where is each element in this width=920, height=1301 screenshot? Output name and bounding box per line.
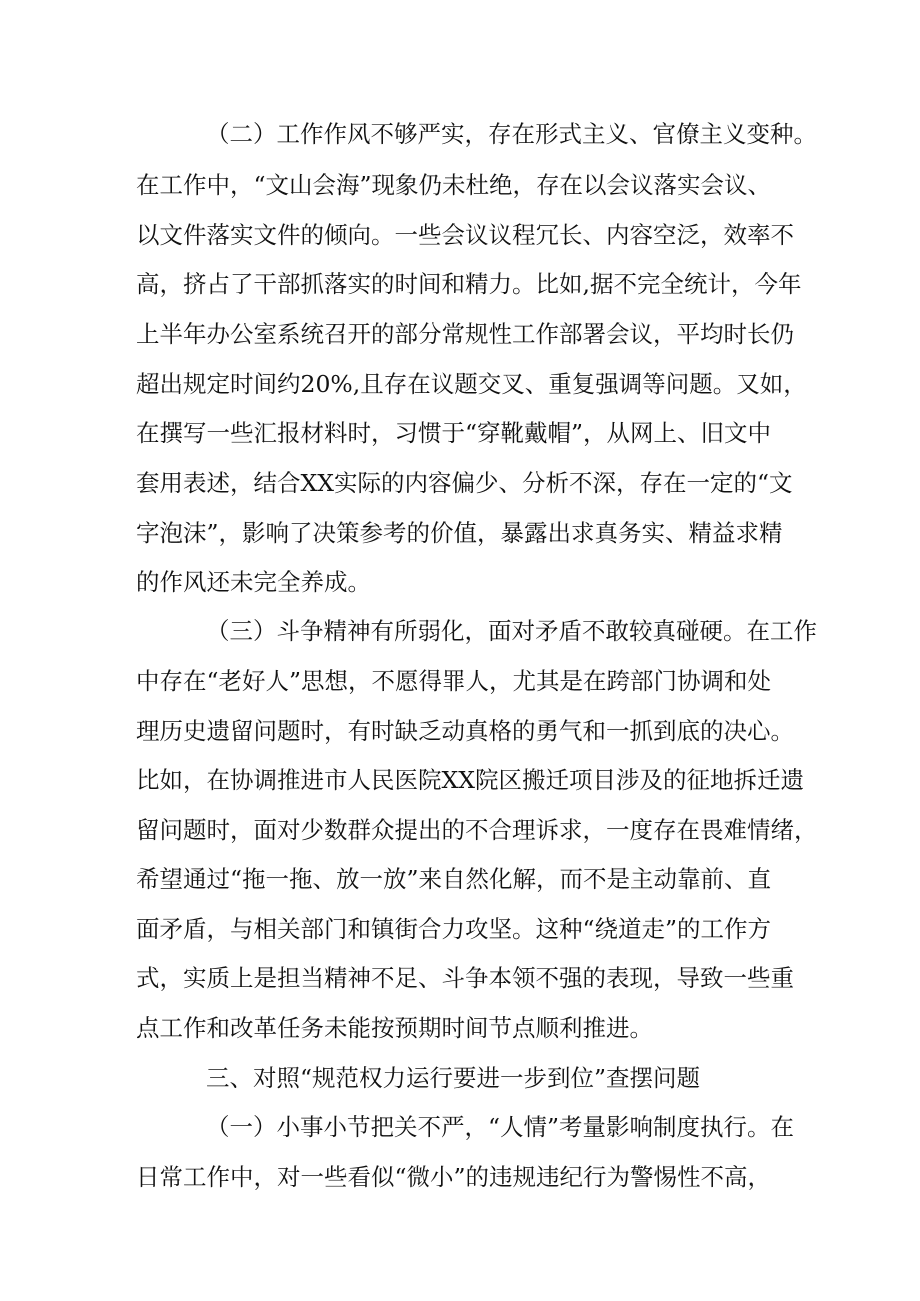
paragraph-2-line-6: 超出规定时间约20%,且存在议题交叉、重复强调等问题。又如， [136,370,807,398]
paragraph-2-line-10: 的作风还未完全养成。 [136,568,371,596]
paragraph-3-line-5: 留问题时，面对少数群众提出的不合理诉求，一度存在畏难情绪， [136,816,818,844]
paragraph-2-line-4: 高，挤占了干部抓落实的时间和精力。比如,据不完全统计，今年 [136,270,802,298]
paragraph-3-line-3: 理历史遗留问题时，有时缺乏动真格的勇气和一抓到底的决心。 [136,717,794,745]
paragraph-2-line-8: 套用表述，结合XX实际的内容偏少、分析不深，存在一定的“文 [136,469,793,497]
paragraph-3-line-8: 式，实质上是担当精神不足、斗争本领不强的表现，导致一些重 [136,964,794,992]
paragraph-3-line-7: 面矛盾，与相关部门和镇街合力攻坚。这种“绕道走”的工作方 [136,915,772,943]
paragraph-3-line-2: 中存在“老好人”思想，不愿得罪人，尤其是在跨部门协调和处 [136,667,772,695]
paragraph-3-line-6: 希望通过“拖一拖、放一放”来自然化解，而不是主动靠前、直 [136,865,772,893]
paragraph-3-line-4: 比如，在协调推进市人民医院XX院区搬迁项目涉及的征地拆迁遗 [136,766,804,794]
paragraph-2-line-1: （二）工作作风不够严实，存在形式主义、官僚主义变种。 [206,120,817,148]
paragraph-2-line-3: 以文件落实文件的倾向。一些会议议程冗长、内容空泛，效率不 [136,221,794,249]
paragraph-4-line-2: 日常工作中，对一些看似“微小”的违规违纪行为警惕性不高， [136,1163,772,1191]
paragraph-2-line-2: 在工作中，“文山会海”现象仍未杜绝，存在以会议落实会议、 [136,171,772,199]
paragraph-3-line-9: 点工作和改革任务未能按预期时间节点顺利推进。 [136,1014,653,1042]
section-heading: 三、对照“规范权力运行要进一步到位”查摆问题 [206,1064,701,1092]
paragraph-3-line-1: （三）斗争精神有所弱化，面对矛盾不敢较真碰硬。在工作 [206,617,817,645]
paragraph-2-line-9: 字泡沫”，影响了决策参考的价值，暴露出求真务实、精益求精 [136,519,783,547]
paragraph-2-line-7: 在撰写一些汇报材料时，习惯于“穿靴戴帽”，从网上、旧文中 [136,419,772,447]
paragraph-4-line-1: （一）小事小节把关不严，“人情”考量影响制度执行。在 [206,1113,795,1141]
paragraph-2-line-5: 上半年办公室系统召开的部分常规性工作部署会议，平均时长仍 [136,320,794,348]
